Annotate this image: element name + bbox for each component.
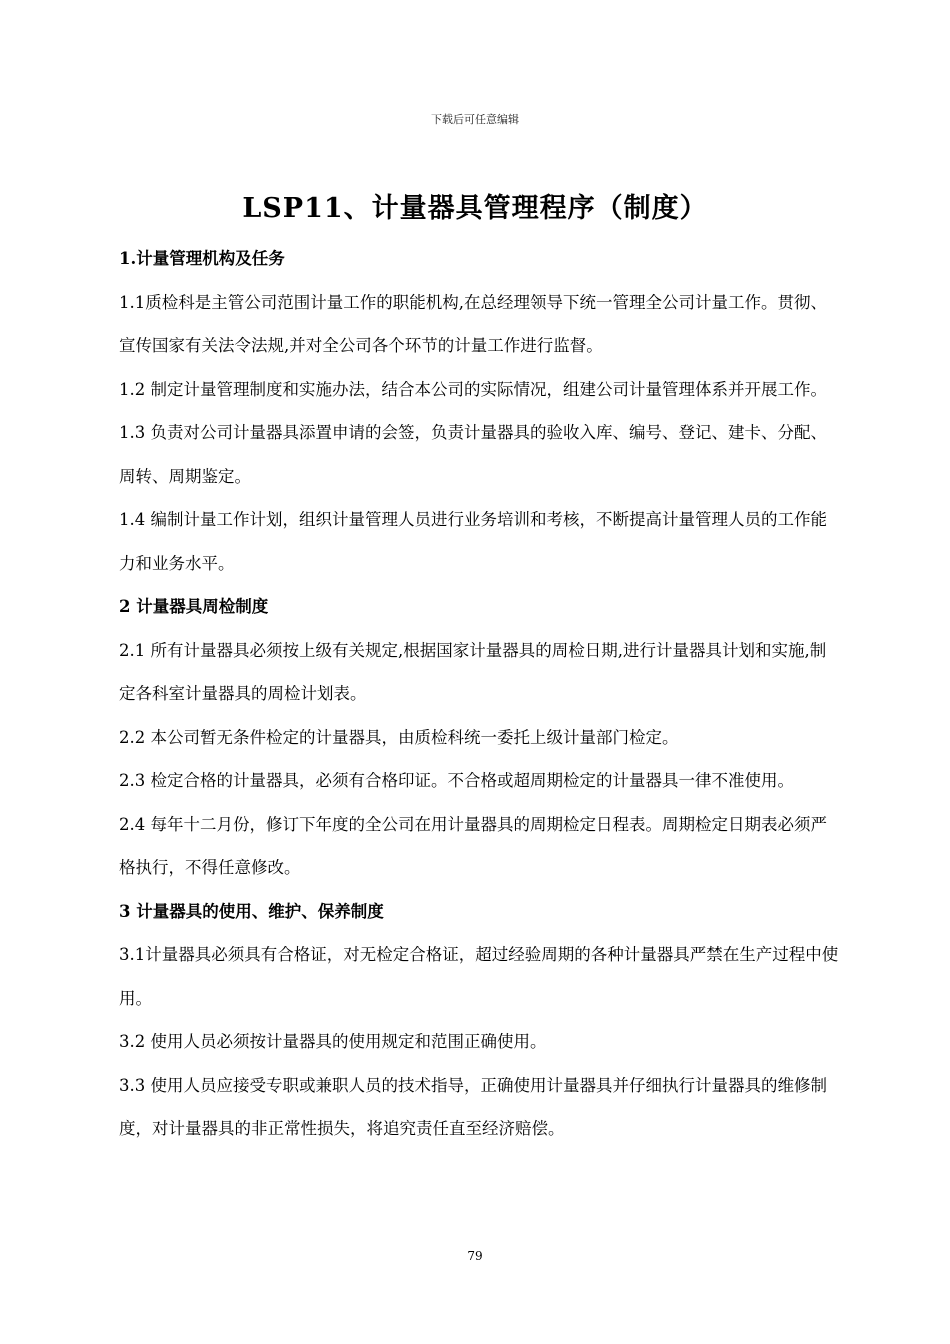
page-number: 79 xyxy=(467,1249,483,1263)
paragraph: 1.2 制定计量管理制度和实施办法，结合本公司的实际情况，组建公司计量管理体系并开展工作。 xyxy=(119,379,827,399)
paragraph: 1.1质检科是主管公司范围计量工作的职能机构,在总经理领导下统一管理全公司计量工作。贯彻、宣传国家有关法令法规,并对全公司各个环节的计量工作进行监督。 xyxy=(119,292,827,355)
document-body xyxy=(119,237,841,1151)
section-heading: 3 计量器具的使用、维护、保养制度 xyxy=(119,901,384,921)
paragraph: 3.3 使用人员应接受专职或兼职人员的技术指导，正确使用计量器具并仔细执行计量器具的维修制度，对计量器具的非正常性损失，将追究责任直至经济赔偿。 xyxy=(119,1075,827,1138)
document-title: LSP11、计量器具管理程序（制度） xyxy=(242,193,708,224)
paragraph: 3.1计量器具必须具有合格证，对无检定合格证，超过经验周期的各种计量器具严禁在生产过程中使用。 xyxy=(119,945,839,1008)
paragraph: 2.3 检定合格的计量器具，必须有合格印证。不合格或超周期检定的计量器具一律不准使用。 xyxy=(119,771,794,790)
paragraph: 3.2 使用人员必须按计量器具的使用规定和范围正确使用。 xyxy=(119,1032,547,1051)
page-header: 下载后可任意编辑 xyxy=(431,113,519,126)
paragraph: 2.2 本公司暂无条件检定的计量器具，由质检科统一委托上级计量部门检定。 xyxy=(119,727,679,747)
paragraph: 2.1 所有计量器具必须按上级有关规定,根据国家计量器具的周检日期,进行计量器具计划和实施,制定各科室计量器具的周检计划表。 xyxy=(119,640,827,703)
paragraph: 1.4 编制计量工作计划，组织计量管理人员进行业务培训和考核，不断提高计量管理人员的工作能力和业务水平。 xyxy=(119,510,827,573)
section-heading: 1.计量管理机构及任务 xyxy=(119,249,285,268)
section-heading: 2 计量器具周检制度 xyxy=(119,597,269,616)
paragraph: 2.4 每年十二月份，修订下年度的全公司在用计量器具的周期检定日程表。周期检定日期表必须严格执行，不得任意修改。 xyxy=(119,814,827,877)
paragraph: 1.3 负责对公司计量器具添置申请的会签，负责计量器具的验收入库、编号、登记、建卡、分配、周转、周期鉴定。 xyxy=(119,423,827,486)
